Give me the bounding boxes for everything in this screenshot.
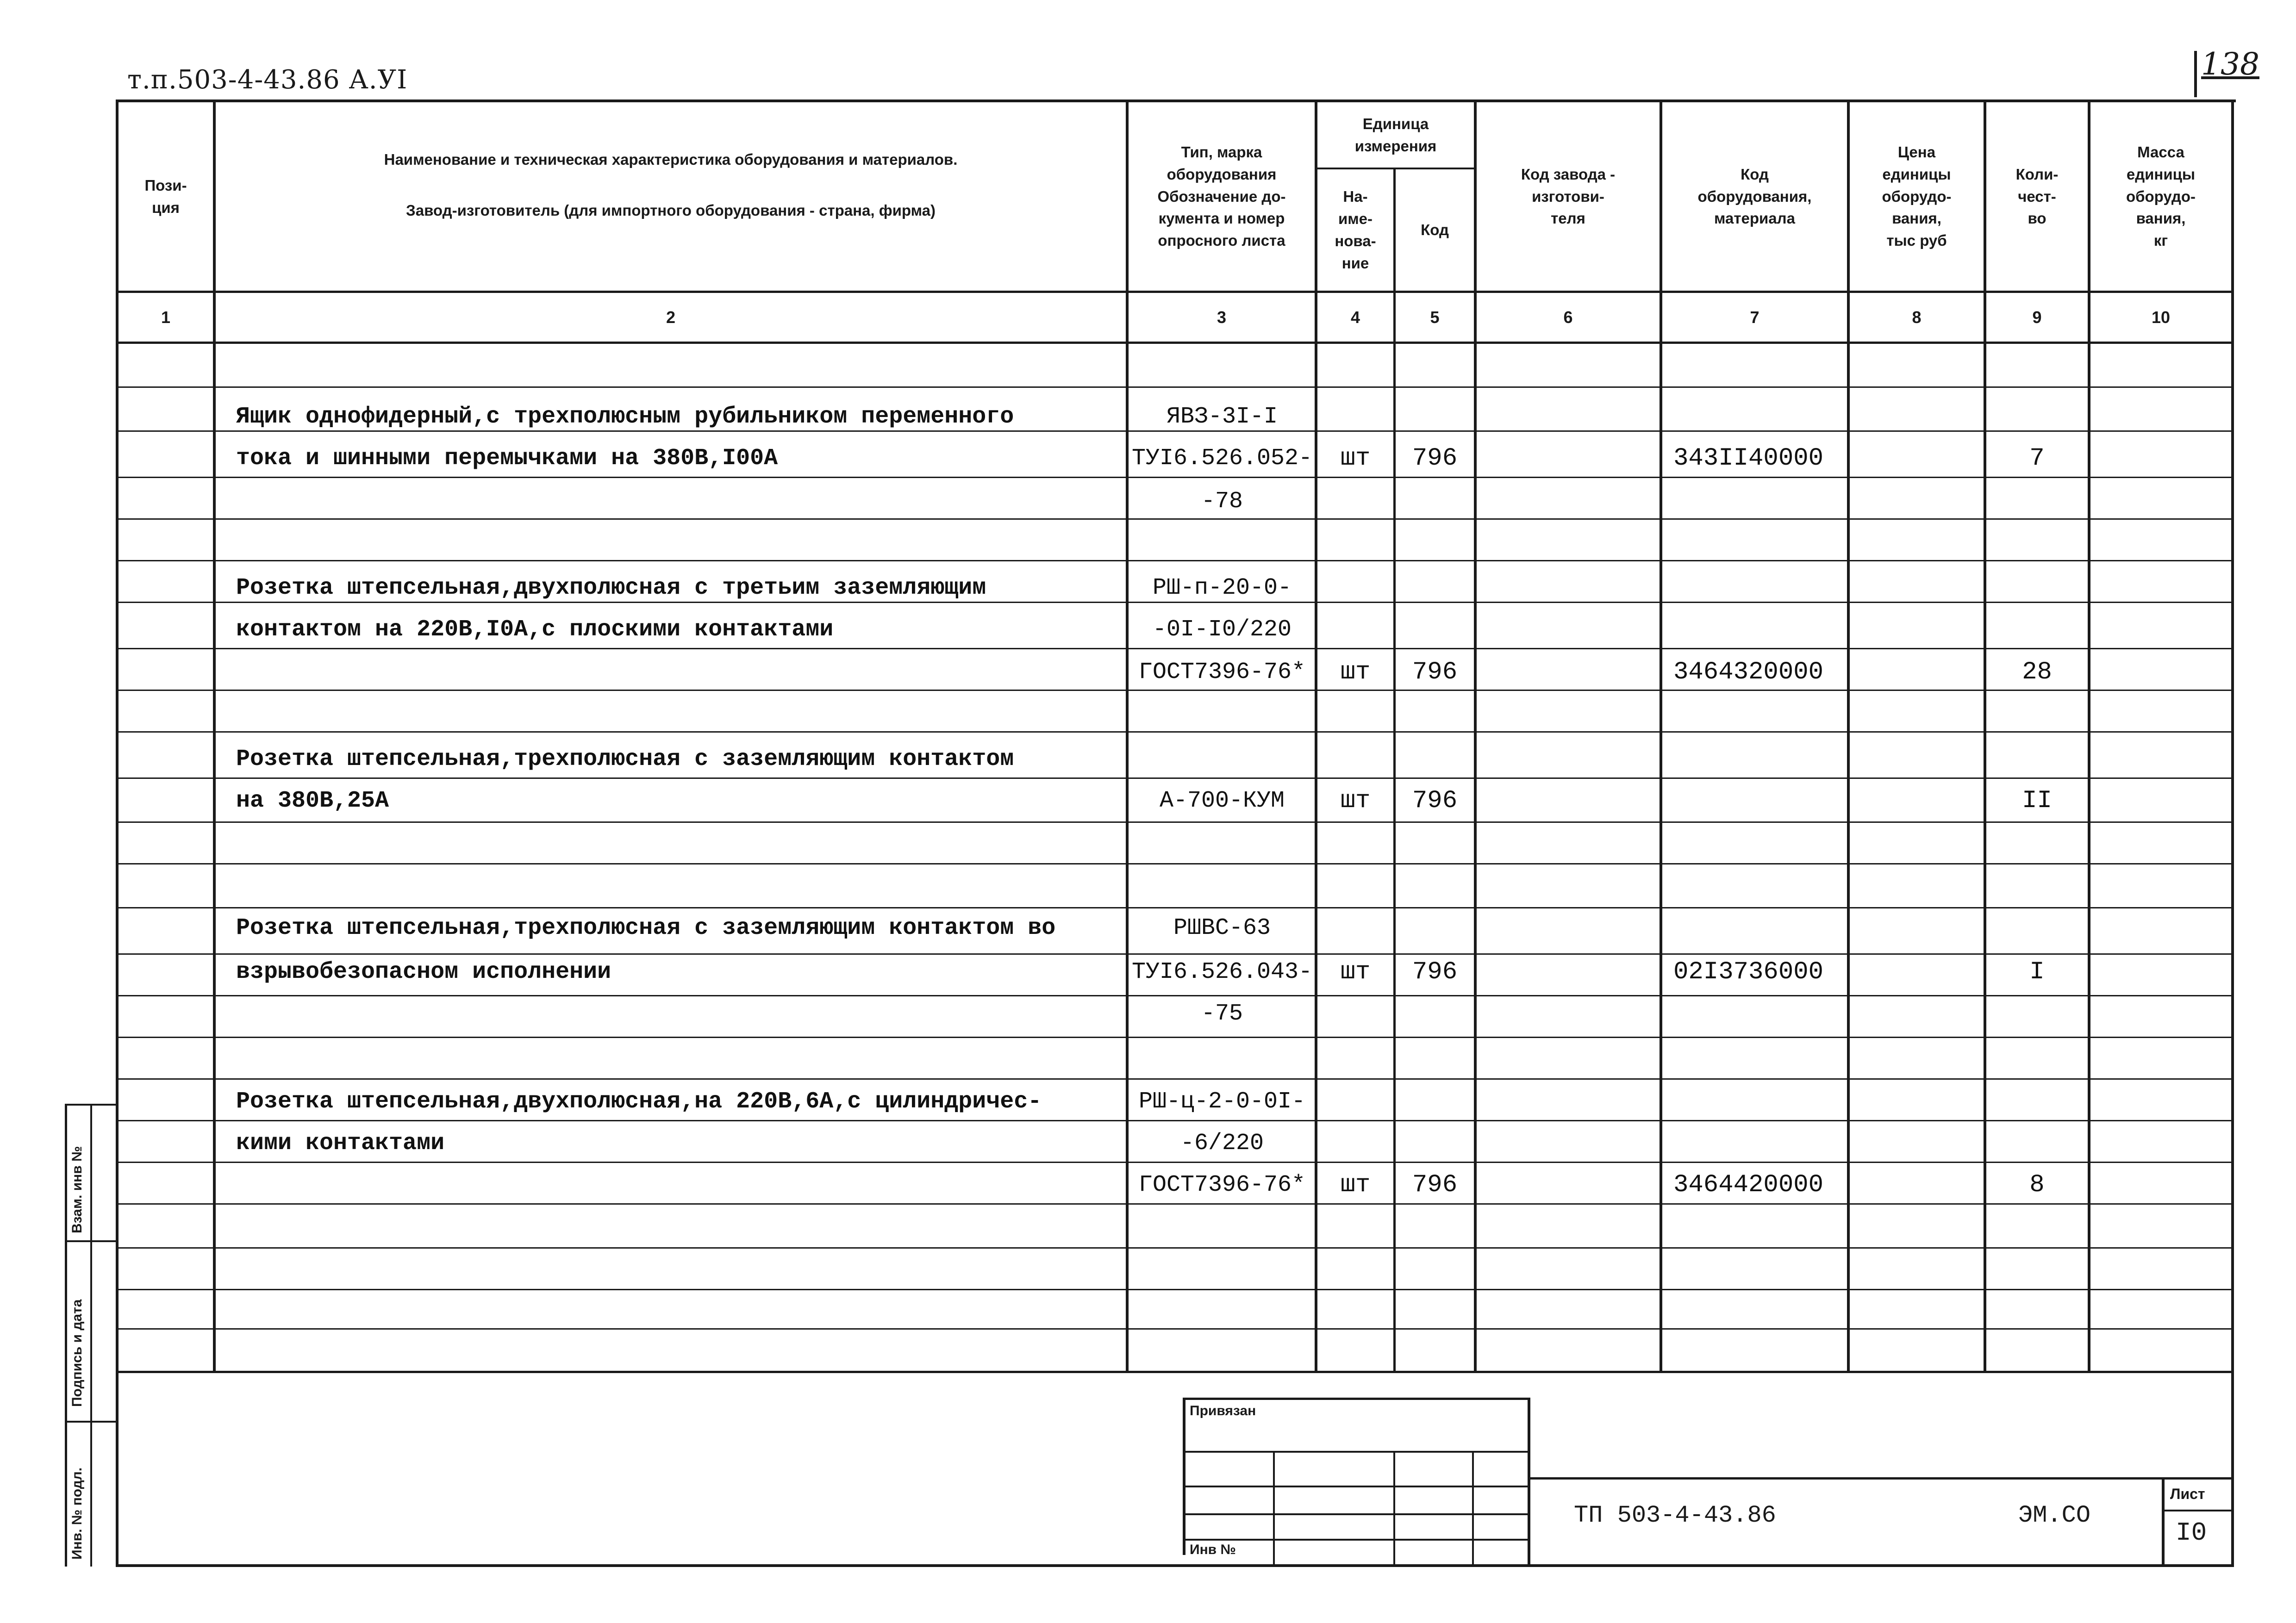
row-name: кими контактами bbox=[236, 1130, 445, 1157]
row-unit: шт bbox=[1340, 786, 1371, 815]
header-factory-code: Код завода - изготови- теля bbox=[1521, 165, 1616, 227]
original-inventory-label: Инв. № подл. bbox=[69, 1467, 85, 1560]
header-mass: Масса единицы оборудо- вания, кг bbox=[2126, 143, 2196, 249]
header-price: Цена единицы оборудо- вания, тыс руб bbox=[1882, 143, 1952, 249]
row-name: Розетка штепсельная,трехполюсная с заземляющим контактом во bbox=[236, 914, 1056, 941]
column-number: 10 bbox=[2151, 307, 2171, 327]
column-number: 7 bbox=[1750, 307, 1759, 327]
row-name: Розетка штепсельная,трехполюсная с заземляющим контактом bbox=[236, 746, 1014, 772]
row-equipment-code: 343II40000 bbox=[1673, 444, 1824, 473]
header-type: Тип, марка оборудования Обозначение до- кумента и номер опросного листа bbox=[1157, 143, 1286, 249]
row-type: А-700-КУМ bbox=[1159, 787, 1285, 814]
row-type: РШ-ц-2-0-0I- bbox=[1138, 1088, 1306, 1115]
sheet-number: I0 bbox=[2176, 1518, 2207, 1548]
row-type: ГОСТ7396-76* bbox=[1138, 659, 1306, 685]
header-unit-group: Единица измерения bbox=[1354, 115, 1437, 155]
column-number: 2 bbox=[666, 307, 676, 327]
row-equipment-code: 02I3736000 bbox=[1673, 958, 1824, 986]
sheet-label: Лист bbox=[2170, 1486, 2205, 1502]
row-type: -6/220 bbox=[1180, 1130, 1264, 1157]
row-unit: шт bbox=[1340, 958, 1371, 986]
column-number: 8 bbox=[1912, 307, 1922, 327]
row-type: РШВС-63 bbox=[1173, 914, 1271, 941]
row-type: -78 bbox=[1201, 488, 1243, 515]
header-name-line2: Завод-изготовитель (для импортного оборудования - страна, фирма) bbox=[406, 202, 936, 219]
header-unit-name: На- име- нова- ние bbox=[1335, 188, 1376, 272]
row-equipment-code: 3464420000 bbox=[1673, 1170, 1824, 1199]
replace-inventory-label: Взам. инв № bbox=[69, 1146, 85, 1233]
column-number: 3 bbox=[1217, 307, 1227, 327]
document-code: т.п.503-4-43.86 А.УI bbox=[127, 65, 408, 95]
row-name: тока и шинными перемычками на 380В,I00А bbox=[236, 445, 778, 472]
document-mark: ЭМ.СО bbox=[2018, 1502, 2091, 1529]
column-number: 1 bbox=[161, 307, 171, 327]
bound-label: Привязан bbox=[1190, 1403, 1256, 1418]
row-unit: шт bbox=[1340, 444, 1371, 473]
row-unit-code: 796 bbox=[1412, 1170, 1458, 1199]
row-name: контактом на 220В,I0А,с плоскими контактами bbox=[236, 616, 834, 643]
column-number: 5 bbox=[1430, 307, 1440, 327]
row-quantity: I bbox=[2029, 958, 2045, 986]
row-unit-code: 796 bbox=[1412, 444, 1458, 473]
row-equipment-code: 3464320000 bbox=[1673, 658, 1824, 686]
row-unit-code: 796 bbox=[1412, 958, 1458, 986]
column-number: 9 bbox=[2032, 307, 2042, 327]
inventory-number-label: Инв № bbox=[1190, 1542, 1236, 1557]
page-mark-bracket bbox=[2194, 51, 2197, 97]
header-quantity: Коли- чест- во bbox=[2015, 165, 2059, 227]
row-name: Розетка штепсельная,двухполюсная,на 220В,6А,с цилиндричес- bbox=[236, 1088, 1042, 1115]
row-type: -0I-I0/220 bbox=[1152, 616, 1292, 643]
row-name: на 380В,25А bbox=[236, 787, 389, 814]
row-name: Розетка штепсельная,двухполюсная с третьим заземляющим bbox=[236, 574, 986, 601]
row-quantity: II bbox=[2022, 786, 2052, 815]
row-unit: шт bbox=[1340, 658, 1371, 686]
column-number: 4 bbox=[1350, 307, 1360, 327]
header-unit-code: Код bbox=[1421, 221, 1449, 239]
row-type: -75 bbox=[1201, 1000, 1243, 1027]
row-type: ТУI6.526.043- bbox=[1131, 958, 1313, 985]
row-unit: шт bbox=[1340, 1170, 1371, 1199]
row-quantity: 28 bbox=[2022, 658, 2052, 686]
row-quantity: 7 bbox=[2029, 444, 2045, 473]
row-type: ТУI6.526.052- bbox=[1131, 445, 1313, 472]
row-quantity: 8 bbox=[2029, 1170, 2045, 1199]
designation: ТП 503-4-43.86 bbox=[1574, 1502, 1776, 1529]
header-position: Пози- ция bbox=[144, 176, 187, 216]
header-name-line1: Наименование и техническая характеристика оборудования и материалов. bbox=[384, 151, 958, 168]
row-name: Ящик однофидерный,с трехполюсным рубильником переменного bbox=[236, 403, 1014, 430]
header-equipment-code: Код оборудования, материала bbox=[1697, 165, 1812, 227]
column-number: 6 bbox=[1563, 307, 1573, 327]
row-type: ЯВЗ-3I-I bbox=[1166, 403, 1278, 430]
row-type: РШ-п-20-0- bbox=[1152, 574, 1292, 601]
row-unit-code: 796 bbox=[1412, 786, 1458, 815]
row-unit-code: 796 bbox=[1412, 658, 1458, 686]
row-type: ГОСТ7396-76* bbox=[1138, 1171, 1306, 1198]
row-name: взрывобезопасном исполнении bbox=[236, 958, 611, 985]
page-mark: 138 bbox=[2201, 46, 2259, 82]
signature-date-label: Подпись и дата bbox=[69, 1299, 85, 1407]
